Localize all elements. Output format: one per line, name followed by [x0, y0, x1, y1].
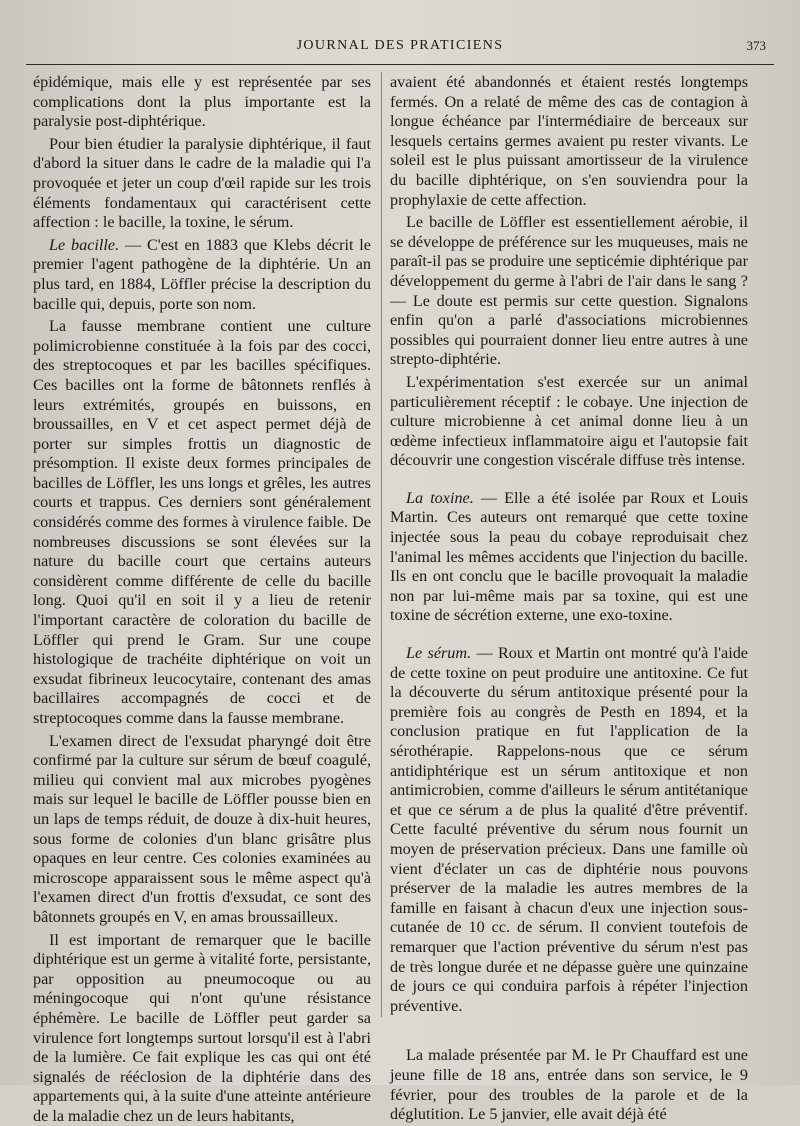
- paragraph: La fausse membrane contient une culture polimicrobienne constituée à la fois par des cocci, des streptocoques et par les bacilles spécifiques. Ces bacilles ont la forme de bâtonnets renflés à leurs extrémités, groupés en buissons, en broussailles, en V et cet aspect permet déjà de porter sur simples frottis un diagnostic de présomption. Il existe deux formes principales de bacilles de Löffler, les uns longs et grêles, les autres courts et trappus. Ces derniers sont généralement considérés comme des formes à virulence faible. De nombreuses discussions se sont élevées sur la nature du bacille court que certains auteurs considèrent comme différente de celle du bacille long. Quoi qu'il en soit il y a lieu de retenir l'important caractère de coloration du bacille de Löffler qui prend le Gram. Sur une coupe histologique de trachéite diphtérique on voit un exsudat fibrineux leucocytaire, contenant des amas bacillaires accompagnés de cocci et de streptocoques comme dans la fausse membrane.: [33, 317, 372, 727]
- paragraph: La malade présentée par M. le Pr Chauffard est une jeune fille de 18 ans, entrée dans son service, le 9 février, pour des troubles de la parole et de la déglutition. Le 5 janvier, elle avait déjà été: [390, 1046, 748, 1124]
- paragraph: Il est important de remarquer que le bacille diphtérique est un germe à vitalité forte, persistante, par opposition au pneumocoque ou au méningocoque qui n'ont qu'une résistance éphémère. Le bacille de Löffler peut garder sa virulence fort longtemps surtout lorsqu'il est à l'abri de la lumière. Ce fait explique les cas qui ont été signalés de rééclosion de la diphtérie dans des appartements qui, à la suite d'une atteinte antérieure de la maladie chez un de leurs habitants,: [33, 930, 371, 1125]
- page-number: 373: [746, 38, 766, 53]
- section-title: Le bacille.: [49, 235, 120, 254]
- paragraph: Le bacille de Löffler est essentiellement aérobie, il se développe de préférence sur les muqueuses, mais ne paraît-il pas se produire une septicémie diphtérique par développement du germe à l'abri de l'air dans le sang ? — Le doute est permis sur cette question. Signalons enfin qu'on a parlé d'associations microbiennes possibles qui pourraient donner lieu entre autres à une strepto-diphtérie.: [390, 213, 748, 369]
- section-title: Le sérum.: [406, 644, 472, 663]
- paragraph: Le bacille. — C'est en 1883 que Klebs décrit le premier l'agent pathogène de la diphtérie. Un an plus tard, en 1884, Löffler précise la description du bacille qui, depuis, porte son nom.: [33, 235, 371, 313]
- paragraph: La toxine. — Elle a été isolée par Roux et Louis Martin. Ces auteurs ont remarqué que cette toxine injectée sous la peau du cobaye reproduisait chez l'animal les mêmes accidents que l'injection du bacille. Ils en ont conclu que le bacille provoquait la maladie non par lui-même mais par sa toxine, qui est une toxine de sécrétion externe, une exo-toxine.: [390, 488, 748, 625]
- right-column: [390, 73, 748, 1125]
- paragraph: épidémique, mais elle y est représentée par ses complications dont la plus importante est la paralysie post-diphtérique.: [33, 73, 371, 131]
- column-divider: [381, 72, 382, 1017]
- paragraph: Le sérum. — Roux et Martin ont montré qu'à l'aide de cette toxine on peut produire une antitoxine. Ce fut la découverte du sérum antitoxique présenté pour la première fois au congrès de Pesth en 1894, et la conclusion pratique en fut l'application de la sérothérapie. Rappelons-nous que ce sérum antidiphtérique est un sérum antitoxique et non antimicrobien, comme d'ailleurs le sérum antitétanique et que ce sérum a de plus la qualité d'être préventif. Cette faculté préventive du sérum nous fournit un moyen de préservation précieux. Dans une famille où vient d'éclater un cas de diphtérie nous pouvons préserver de la maladie les autres membres de la famille en faisant à chacun d'eux une injection sous-cutanée de 10 cc. de sérum. Il convient toutefois de remarquer que l'action préventive du sérum n'est pas de très longue durée et ne dépasse guère une quinzaine de jours ce qui conduira parfois à répéter l'injection préventive.: [390, 644, 748, 1015]
- section-title: La toxine.: [406, 488, 474, 507]
- paragraph: Pour bien étudier la paralysie diphtérique, il faut d'abord la situer dans le cadre de la maladie qui l'a provoquée et jeter un coup d'œil rapide sur les trois éléments fondamentaux qui caractérisent cette affection : le bacille, la toxine, le sérum.: [33, 134, 371, 232]
- paragraph: avaient été abandonnés et étaient restés longtemps fermés. On a relaté de même des cas de contagion à longue échéance par l'intermédiaire de berceaux sur lesquels certains germes avaient pu rester vivants. Le soleil est le plus puissant amortisseur de la virulence du bacille diphtérique, on s'en souviendra pour la prophylaxie de cette affection.: [390, 73, 748, 209]
- paragraph: L'examen direct de l'exsudat pharyngé doit être confirmé par la culture sur sérum de bœuf coagulé, milieu qui convient mal aux microbes pyogènes mais sur lequel le bacille de Löffler pousse bien en un laps de temps réduit, de douze à dix-huit heures, sous forme de colonies d'un blanc grisâtre plus opaques en leur centre. Ces colonies examinées au microscope apparaissent sous le même aspect qu'à l'examen direct d'un frottis d'exsudat, ce sont des bâtonnets groupés en V, en amas broussailleux.: [33, 731, 371, 926]
- paragraph: L'expérimentation s'est exercée sur un animal particulièrement réceptif : le cobaye. Une injection de culture microbienne à cet animal donne lieu à un œdème infectieux inflammatoire aigu et l'autopsie fait découvrir une congestion viscérale diffuse très intense.: [390, 372, 748, 470]
- left-column: [33, 73, 371, 1126]
- journal-title: JOURNAL DES PRATICIENS: [296, 38, 504, 53]
- page-header: [26, 30, 774, 65]
